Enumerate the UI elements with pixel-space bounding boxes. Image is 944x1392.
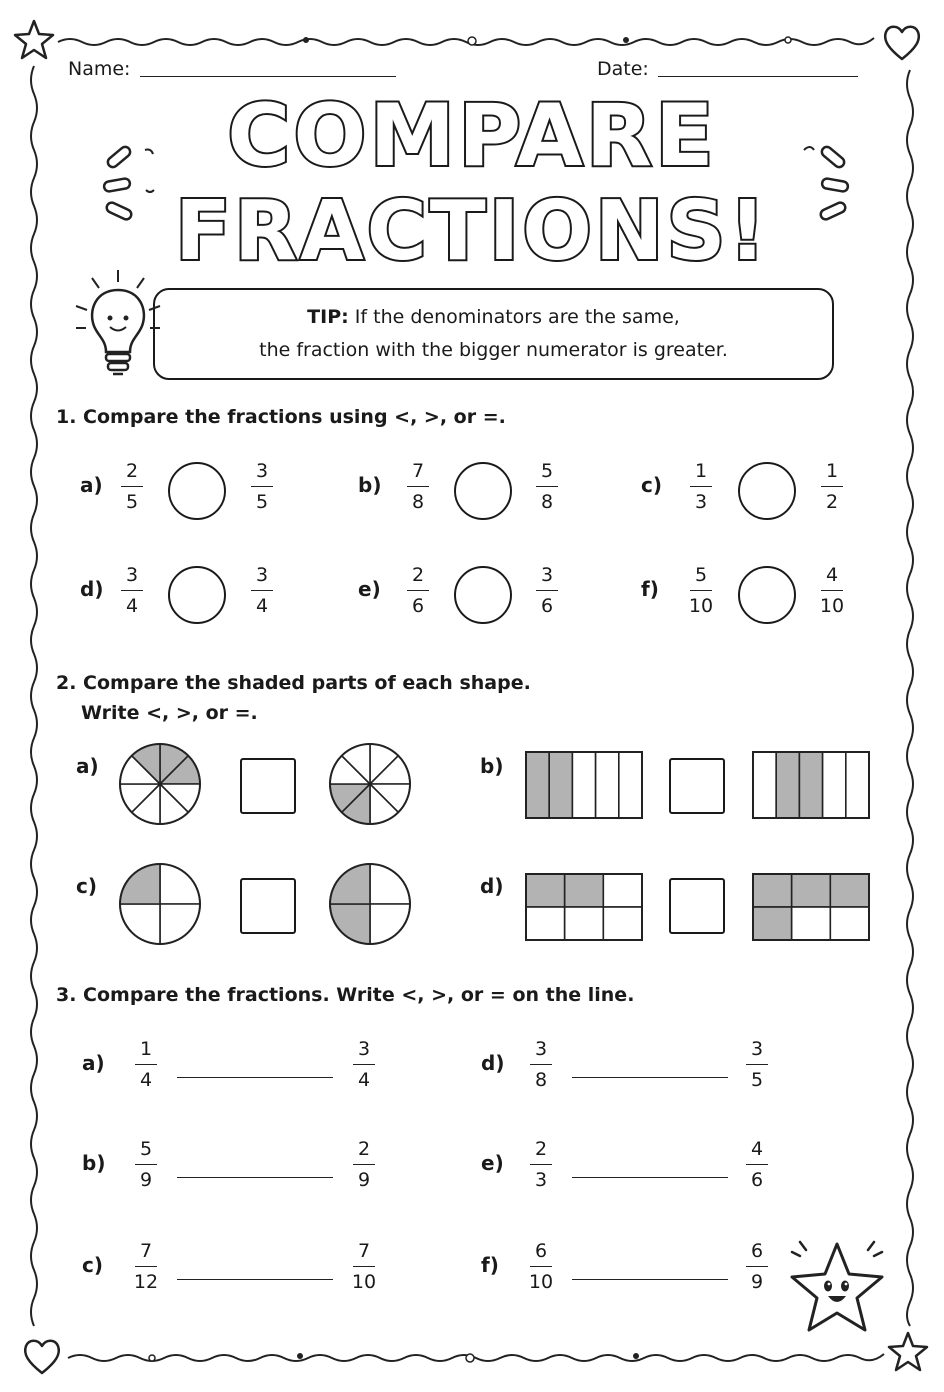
denominator: 9 [357,1169,371,1191]
left-fraction [519,1242,563,1292]
item-label: c) [82,1253,103,1277]
right-fraction [810,462,854,512]
fraction-bar [690,590,712,591]
item-label: f) [641,577,659,601]
fraction-bar [821,590,843,591]
denominator: 10 [351,1271,377,1293]
item-label: c) [76,874,97,898]
right-shape [328,862,412,946]
numerator: 4 [825,564,839,586]
numerator: 1 [139,1038,153,1060]
right-fraction [525,462,569,512]
answer-circle[interactable] [168,462,226,520]
numerator: 6 [534,1240,548,1262]
name-field[interactable] [140,76,396,77]
denominator: 2 [825,491,839,513]
right-shape [751,750,871,820]
answer-line[interactable] [572,1279,728,1280]
left-shape [118,742,202,826]
heart-icon [880,20,924,64]
item-label: d) [481,1051,505,1075]
numerator: 5 [139,1138,153,1160]
fraction-bar [353,1064,375,1065]
tip-box [153,288,834,380]
section-2-title-line-2: Write <, >, or =. [81,702,258,724]
fraction-bar [530,1064,552,1065]
numerator: 3 [540,564,554,586]
left-fraction [396,462,440,512]
star-icon [12,18,56,62]
shape-cell [799,752,822,818]
answer-circle[interactable] [738,462,796,520]
answer-circle[interactable] [454,462,512,520]
left-fraction [396,566,440,616]
fraction-bar [135,1064,157,1065]
fraction-bar [690,486,712,487]
answer-box[interactable] [669,758,725,814]
numerator: 7 [139,1240,153,1262]
right-shape [328,742,412,826]
numerator: 4 [750,1138,764,1160]
denominator: 8 [540,491,554,513]
fraction-bar [251,486,273,487]
item-label: e) [358,577,381,601]
left-fraction [124,1040,168,1090]
shape-cell [549,752,572,818]
fraction-bar [135,1266,157,1267]
left-fraction [679,462,723,512]
section-1-title: 1. Compare the fractions using <, >, or =. [56,406,506,428]
section-2-title-line-1: 2. Compare the shaded parts of each shape. [56,672,531,694]
shape-cell [846,752,869,818]
numerator: 5 [694,564,708,586]
shape-cell [753,907,792,940]
sparkle-marks-right [798,128,858,224]
shape-cell [792,874,831,907]
numerator: 3 [534,1038,548,1060]
fraction-bar [407,486,429,487]
left-shape [118,862,202,946]
lightbulb-icon [72,266,164,388]
numerator: 3 [357,1038,371,1060]
denominator: 10 [819,595,845,617]
denominator: 4 [139,1069,153,1091]
right-fraction [735,1140,779,1190]
left-fraction [519,1040,563,1090]
date-label: Date: [597,58,649,80]
shape-cell [619,752,642,818]
fraction-bar [536,486,558,487]
shape-cell [776,752,799,818]
fraction-bar [821,486,843,487]
denominator: 10 [528,1271,554,1293]
numerator: 2 [534,1138,548,1160]
tip-text-2: the fraction with the bigger numerator is greater. [259,339,728,361]
title-line-1: COMPARE [227,86,717,186]
denominator: 6 [750,1169,764,1191]
shape-cell [603,874,642,907]
item-label: e) [481,1151,504,1175]
tip-line-1 [155,306,832,328]
fraction-bar [746,1164,768,1165]
heart-icon [20,1334,64,1378]
numerator: 7 [411,460,425,482]
numerator: 5 [540,460,554,482]
fraction-bar [121,486,143,487]
left-fraction [124,1140,168,1190]
shape-cell [596,752,619,818]
shape-cell [792,907,831,940]
denominator: 5 [255,491,269,513]
fraction-bar [530,1164,552,1165]
right-fraction [342,1140,386,1190]
numerator: 3 [255,564,269,586]
right-fraction [735,1242,779,1292]
shape-cell [572,752,595,818]
shape-cell [565,874,604,907]
denominator: 5 [750,1069,764,1091]
item-label: a) [80,473,103,497]
tip-prefix: TIP: [307,306,349,328]
answer-circle[interactable] [454,566,512,624]
answer-line[interactable] [572,1177,728,1178]
right-fraction [240,462,284,512]
item-label: b) [358,473,382,497]
fraction-bar [135,1164,157,1165]
numerator: 1 [825,460,839,482]
left-fraction [519,1140,563,1190]
shape-cell [526,874,565,907]
shape-cell [526,907,565,940]
numerator: 2 [125,460,139,482]
name-label: Name: [68,58,131,80]
fraction-bar [121,590,143,591]
denominator: 8 [534,1069,548,1091]
numerator: 3 [125,564,139,586]
right-shape [751,872,871,942]
right-fraction [810,566,854,616]
item-label: d) [80,577,104,601]
denominator: 5 [125,491,139,513]
star-icon [886,1330,930,1374]
fraction-bar [536,590,558,591]
right-fraction [735,1040,779,1090]
left-fraction [110,566,154,616]
smiling-star-icon [782,1234,892,1344]
denominator: 9 [139,1169,153,1191]
denominator: 4 [125,595,139,617]
fraction-bar [353,1164,375,1165]
item-label: b) [480,754,504,778]
right-fraction [342,1242,386,1292]
numerator: 3 [255,460,269,482]
fraction-bar [353,1266,375,1267]
denominator: 8 [411,491,425,513]
numerator: 6 [750,1240,764,1262]
left-fraction [124,1242,168,1292]
denominator: 4 [255,595,269,617]
right-fraction [525,566,569,616]
numerator: 2 [357,1138,371,1160]
answer-line[interactable] [572,1077,728,1078]
left-fraction [110,462,154,512]
numerator: 3 [750,1038,764,1060]
title-line-2: FRACTIONS! [174,184,770,279]
left-fraction [679,566,723,616]
left-shape [524,750,644,820]
answer-box[interactable] [240,878,296,934]
fraction-bar [746,1266,768,1267]
denominator: 4 [357,1069,371,1091]
numerator: 2 [411,564,425,586]
shape-cell [565,907,604,940]
shape-cell [830,874,869,907]
fraction-bar [530,1266,552,1267]
shape-cell [823,752,846,818]
denominator: 3 [534,1169,548,1191]
denominator: 12 [133,1271,159,1293]
answer-box[interactable] [240,758,296,814]
denominator: 10 [688,595,714,617]
shape-cell [830,907,869,940]
sparkle-marks-left [100,128,160,224]
answer-line[interactable] [177,1177,333,1178]
right-fraction [240,566,284,616]
item-label: a) [82,1051,105,1075]
item-label: c) [641,473,662,497]
left-shape [524,872,644,942]
fraction-bar [746,1064,768,1065]
item-label: b) [82,1151,106,1175]
item-label: d) [480,874,504,898]
date-field[interactable] [658,76,858,77]
item-label: f) [481,1253,499,1277]
numerator: 7 [357,1240,371,1262]
denominator: 6 [411,595,425,617]
shape-cell [753,752,776,818]
answer-line[interactable] [177,1279,333,1280]
shape-cell [753,874,792,907]
item-label: a) [76,754,99,778]
numerator: 1 [694,460,708,482]
shape-cell [603,907,642,940]
denominator: 6 [540,595,554,617]
section-3-title: 3. Compare the fractions. Write <, >, or = on the line. [56,984,635,1006]
denominator: 3 [694,491,708,513]
tip-text-1: If the denominators are the same, [354,306,680,328]
answer-circle[interactable] [738,566,796,624]
shape-cell [526,752,549,818]
denominator: 9 [750,1271,764,1293]
answer-line[interactable] [177,1077,333,1078]
fraction-bar [407,590,429,591]
right-fraction [342,1040,386,1090]
answer-circle[interactable] [168,566,226,624]
answer-box[interactable] [669,878,725,934]
fraction-bar [251,590,273,591]
